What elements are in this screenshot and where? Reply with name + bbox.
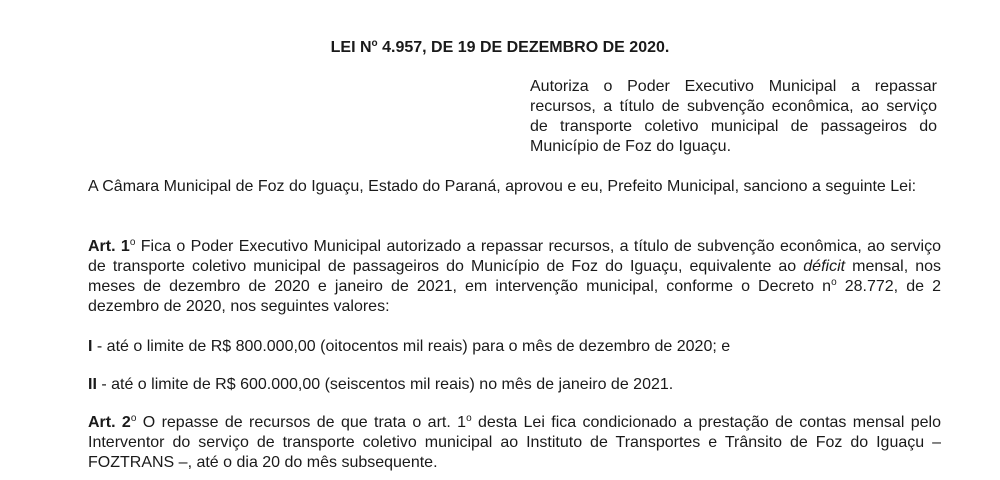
article-2-ordinal: o	[130, 413, 137, 424]
article-2-text-b: desta Lei fica condicionado a prestação de contas mensal pelo Interventor do serviço de transporte coletivo municipal ao Instituto de Transportes e Trânsito de Foz do Iguaçu – FOZTRANS –, até o dia 20 do mês subsequente.	[88, 414, 941, 471]
article-2-label: Art. 2	[88, 414, 131, 431]
article-1-label: Art. 1	[88, 238, 130, 255]
article-1-ordinal-2: o	[831, 277, 837, 288]
article-2-text-a: O repasse de recursos de que trata o art. 1	[136, 414, 467, 431]
item-1-text: - até o limite de R$ 800.000,00 (oitocentos mil reais) para o mês de dezembro de 2020; e	[92, 338, 731, 355]
preamble: A Câmara Municipal de Foz do Iguaçu, Estado do Paraná, aprovou e eu, Prefeito Municipal, sanciono a seguinte Lei:	[88, 178, 917, 195]
item-2-label: II	[88, 376, 97, 393]
law-title	[0, 38, 1000, 58]
item-2	[88, 375, 941, 395]
article-1-ordinal: o	[129, 237, 136, 248]
law-title-prefix: LEI N	[330, 39, 372, 56]
article-1-italic: déficit	[803, 258, 846, 275]
law-summary: Autoriza o Poder Executivo Municipal a repassar recursos, a título de subvenção econômica, ao serviço de transporte coletivo municipal de passageiros do Município de Foz do Iguaçu.	[530, 78, 937, 155]
law-title-rest: 4.957, DE 19 DE DEZEMBRO DE 2020.	[377, 39, 670, 56]
article-2	[88, 413, 941, 473]
item-2-text: - até o limite de R$ 600.000,00 (seiscentos mil reais) no mês de janeiro de 2021.	[96, 376, 674, 393]
article-1	[88, 237, 941, 317]
item-1	[88, 337, 941, 357]
article-1-text-b: mensal, nos meses de dezembro de 2020 e janeiro de 2021, em intervenção municipal, conforme o Decreto n	[88, 258, 942, 295]
article-2-ordinal-2: o	[466, 413, 472, 424]
article-1-text-a: Fica o Poder Executivo Municipal autorizado a repassar recursos, a título de subvenção econômica, ao serviço de transporte coletivo municipal de passageiros do Município de Foz do Iguaçu, equivalente ao	[88, 238, 941, 275]
law-title-ordinal: o	[371, 38, 378, 49]
item-1-label: I	[88, 338, 93, 355]
article-1-text-c: 28.772, de 2 dezembro de 2020, nos seguintes valores:	[88, 278, 941, 315]
